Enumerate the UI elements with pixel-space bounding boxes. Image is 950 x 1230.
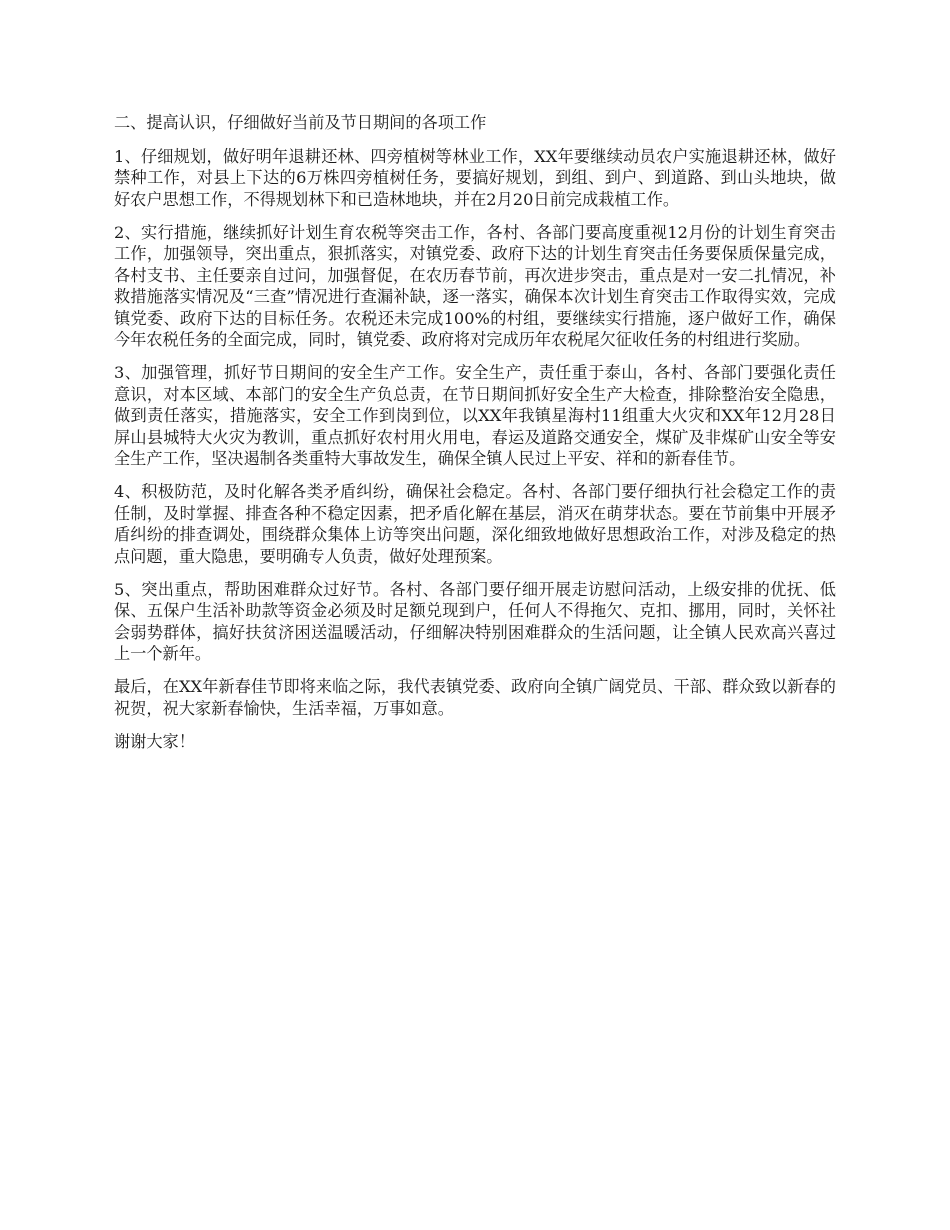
paragraph-family-planning: 2、实行措施，继续抓好计划生育农税等突击工作，各村、各部门要高度重视12月份的计划生育突击工作，加强领导，突出重点，狠抓落实，对镇党委、政府下达的计划生育突击任务要保质保量完成，各村支书、主任要亲自过问，加强督促，在农历春节前，再次进步突击，重点是对一安二扎情况，补救措施落实情况及“三查”情况进行查漏补缺，逐一落实，确保本次计划生育突击工作取得实效，完成镇党委、政府下达的目标任务。农税还未完成100%的村组，要继续实行措施，逐户做好工作，确保今年农税任务的全面完成，同时，镇党委、政府将对完成历年农税尾欠征收任务的村组进行奖励。	[114, 222, 836, 349]
paragraph-safety: 3、加强管理，抓好节日期间的安全生产工作。安全生产，责任重于泰山，各村、各部门要强化责任意识，对本区域、本部门的安全生产负总责，在节日期间抓好安全生产大检查，排除整治安全隐患，做到责任落实，措施落实，安全工作到岗到位，以XX年我镇星海村11组重大火灾和XX年12月28日屏山县城特大火灾为教训，重点抓好农村用火用电，春运及道路交通安全，煤矿及非煤矿山安全等安全生产工作，坚决遏制各类重特大事故发生，确保全镇人民过上平安、祥和的新春佳节。	[114, 363, 836, 468]
section-heading: 二、提高认识，仔细做好当前及节日期间的各项工作	[114, 113, 487, 132]
paragraph-stability: 4、积极防范，及时化解各类矛盾纠纷，确保社会稳定。各村、各部门要仔细执行社会稳定工作的责任制，及时掌握、排查各种不稳定因素，把矛盾化解在基层，消灭在萌芽状态。要在节前集中开展矛盾纠纷的排查调处，围绕群众集体上访等突出问题，深化细致地做好思想政治工作，对涉及稳定的热点问题，重大隐患，要明确专人负责，做好处理预案。	[114, 482, 836, 566]
paragraph-forestry: 1、仔细规划，做好明年退耕还林、四旁植树等林业工作，XX年要继续动员农户实施退耕还林，做好禁种工作，对县上下达的6万株四旁植树任务，要搞好规划，到组、到户、到道路、到山头地块，做好农户思想工作，不得规划林下和已造林地块，并在2月20日前完成栽植工作。	[114, 146, 836, 209]
paragraph-closing: 最后，在XX年新春佳节即将来临之际，我代表镇党委、政府向全镇广阔党员、干部、群众致以新春的祝贺，祝大家新春愉快，生活幸福，万事如意。	[114, 677, 836, 718]
document-body	[114, 112, 836, 764]
paragraph-poverty-relief: 5、突出重点，帮助困难群众过好节。各村、各部门要仔细开展走访慰问活动，上级安排的优抚、低保、五保户生活补助款等资金必须及时足额兑现到户，任何人不得拖欠、克扣、挪用，同时，关怀社会弱势群体，搞好扶贫济困送温暖活动，仔细解决特别困难群众的生活问题，让全镇人民欢高兴喜过上一个新年。	[114, 579, 836, 663]
paragraph-thanks: 谢谢大家！	[114, 731, 195, 751]
